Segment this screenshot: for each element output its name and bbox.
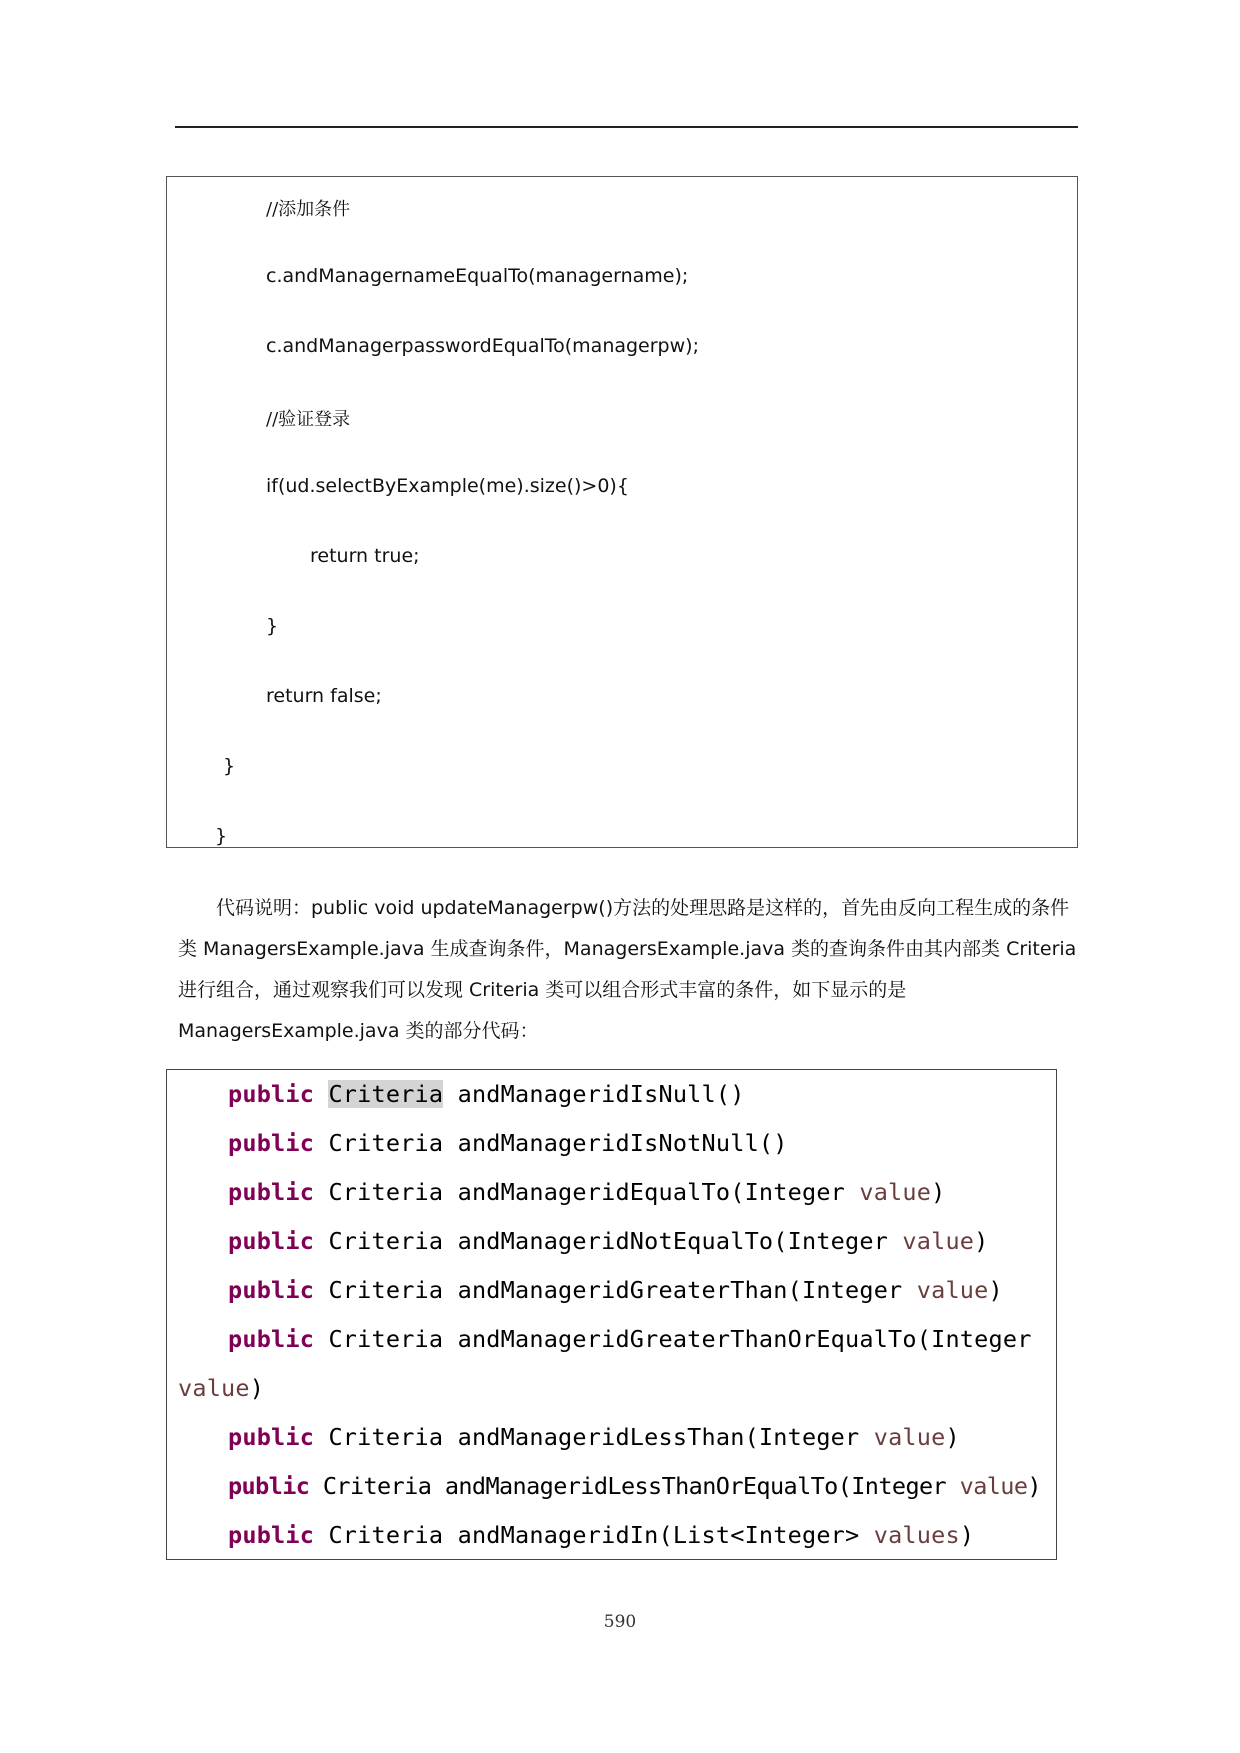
code-line: } <box>223 755 236 777</box>
code-line <box>228 1472 1041 1500</box>
keyword: public <box>228 1423 315 1451</box>
method-signature: andManageridIsNotNull() <box>457 1129 788 1157</box>
paragraph-line: 进行组合，通过观察我们可以发现 Criteria 类可以组合形式丰富的条件，如下显示的是 <box>178 979 907 1001</box>
code-line: c.andManagerpasswordEqualTo(managerpw); <box>266 335 699 357</box>
closing-paren: ) <box>1027 1472 1041 1500</box>
code-line: } <box>215 825 228 847</box>
code-explanation <box>178 888 1077 1052</box>
keyword: public <box>228 1472 310 1500</box>
code-line <box>228 1227 989 1255</box>
type-name: Criteria <box>328 1276 444 1304</box>
code-line <box>228 1325 1032 1353</box>
closing-paren: ) <box>249 1374 265 1402</box>
code-line: return true; <box>310 545 420 567</box>
parameter-name: value <box>902 1227 975 1255</box>
header-rule <box>175 126 1078 128</box>
type-name: Criteria <box>322 1472 432 1500</box>
keyword: public <box>228 1178 315 1206</box>
type-name: Criteria <box>328 1178 444 1206</box>
code-line <box>228 1080 745 1108</box>
code-comment: //添加条件 <box>266 199 351 220</box>
paragraph-line: 类 ManagersExample.java 生成查询条件，ManagersExample.java 类的查询条件由其内部类 Criteria <box>178 938 1077 960</box>
parameter-name: value <box>873 1423 946 1451</box>
closing-paren: ) <box>959 1521 975 1549</box>
code-line: c.andManagernameEqualTo(managername); <box>266 265 689 287</box>
keyword: public <box>228 1080 315 1108</box>
parameter-name: values <box>873 1521 960 1549</box>
parameter-name: value <box>916 1276 989 1304</box>
closing-paren: ) <box>945 1423 960 1451</box>
code-line: } <box>266 615 279 637</box>
method-signature: andManageridLessThanOrEqualTo(Integer <box>444 1472 960 1500</box>
method-signature: andManageridIsNull() <box>457 1080 745 1108</box>
code-block-login <box>166 176 1078 848</box>
code-line <box>228 1521 974 1549</box>
page-number: 590 <box>603 1612 637 1632</box>
type-name: Criteria <box>328 1521 444 1549</box>
code-line <box>228 1423 960 1451</box>
code-line: return false; <box>266 685 382 707</box>
type-name-highlighted: Criteria <box>328 1080 444 1108</box>
code-line-continuation <box>178 1374 264 1402</box>
closing-paren: ) <box>931 1178 946 1206</box>
parameter-name: value <box>959 1472 1028 1500</box>
closing-paren: ) <box>988 1276 1003 1304</box>
keyword: public <box>228 1227 315 1255</box>
method-signature: andManageridNotEqualTo(Integer <box>457 1227 903 1255</box>
type-name: Criteria <box>328 1325 444 1353</box>
keyword: public <box>228 1276 315 1304</box>
code-comment: //验证登录 <box>266 409 351 430</box>
code-line <box>228 1276 1003 1304</box>
type-name: Criteria <box>328 1129 444 1157</box>
parameter-name: value <box>859 1178 932 1206</box>
keyword: public <box>228 1129 315 1157</box>
code-line <box>228 1129 788 1157</box>
parameter-name: value <box>178 1374 250 1402</box>
code-line <box>228 1178 945 1206</box>
type-name: Criteria <box>328 1227 444 1255</box>
closing-paren: ) <box>974 1227 989 1255</box>
type-name: Criteria <box>328 1423 444 1451</box>
paragraph-line: ManagersExample.java 类的部分代码： <box>178 1020 539 1042</box>
method-signature: andManageridIn(List<Integer> <box>457 1521 874 1549</box>
keyword: public <box>228 1325 315 1353</box>
code-block-criteria <box>166 1069 1057 1560</box>
keyword: public <box>228 1521 315 1549</box>
method-signature: andManageridLessThan(Integer <box>457 1423 874 1451</box>
code-line: if(ud.selectByExample(me).size()>0){ <box>266 475 629 497</box>
method-signature: andManageridEqualTo(Integer <box>457 1178 860 1206</box>
method-signature: andManageridGreaterThan(Integer <box>457 1276 917 1304</box>
method-signature: andManageridGreaterThanOrEqualTo(Integer <box>457 1325 1032 1353</box>
paragraph-line: 代码说明：public void updateManagerpw()方法的处理思路是这样的，首先由反向工程生成的条件 <box>216 897 1070 919</box>
